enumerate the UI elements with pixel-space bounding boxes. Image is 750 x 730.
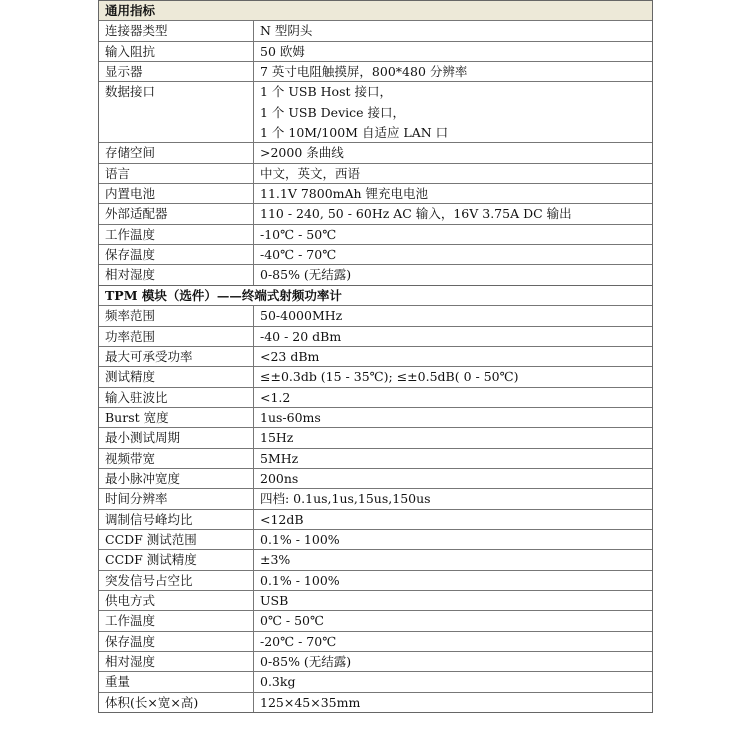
value-line: 110 - 240, 50 - 60Hz AC 输入，16V 3.75A DC 输出: [260, 206, 572, 222]
value-line: 0-85% (无结露): [260, 654, 352, 670]
row-value: [254, 184, 652, 203]
table-row: [99, 570, 652, 590]
table-row: [99, 549, 652, 569]
value-line: N 型阴头: [260, 23, 313, 39]
value-line: ≤±0.3db (15 - 35℃); ≤±0.5dB( 0 - 50℃): [260, 369, 519, 385]
table-row: [99, 203, 652, 223]
value-line: 0℃ - 50℃: [260, 613, 324, 629]
row-value: [254, 82, 652, 142]
row-value: [254, 42, 652, 61]
row-label: 最小脉冲宽度: [99, 469, 254, 488]
table-row: [99, 692, 652, 712]
row-label: 重量: [99, 672, 254, 691]
value-line: 1 个 10M/100M 自适应 LAN 口: [260, 125, 449, 141]
value-line: 125×45×35mm: [260, 694, 361, 710]
row-label: 保存温度: [99, 632, 254, 651]
row-label: 功率范围: [99, 327, 254, 346]
row-label: CCDF 测试精度: [99, 550, 254, 569]
value-line: 7 英寸电阻触摸屏，800*480 分辨率: [260, 64, 468, 80]
value-line: -10℃ - 50℃: [260, 226, 337, 242]
value-line: <1.2: [260, 389, 291, 405]
table-row: [99, 407, 652, 427]
value-line: 5MHz: [260, 450, 299, 466]
row-label: 连接器类型: [99, 21, 254, 40]
row-label: 调制信号峰均比: [99, 510, 254, 529]
value-line: -40℃ - 70℃: [260, 247, 337, 263]
table-row: [99, 142, 652, 162]
row-value: [254, 347, 652, 366]
row-value: [254, 611, 652, 630]
table-row: [99, 244, 652, 264]
row-value: [254, 530, 652, 549]
table-row: [99, 427, 652, 447]
row-value: [254, 428, 652, 447]
row-label: 语言: [99, 164, 254, 183]
row-value: [254, 693, 652, 712]
table-row: [99, 610, 652, 630]
row-label: Burst 宽度: [99, 408, 254, 427]
value-line: 50 欧姆: [260, 43, 305, 59]
row-value: [254, 591, 652, 610]
table-row: [99, 264, 652, 284]
row-label: 视频带宽: [99, 449, 254, 468]
value-line: <23 dBm: [260, 348, 320, 364]
value-line: ±3%: [260, 552, 291, 568]
row-label: 频率范围: [99, 306, 254, 325]
value-line: 0.1% - 100%: [260, 572, 340, 588]
row-value: [254, 225, 652, 244]
value-line: 15Hz: [260, 430, 294, 446]
table-row: [99, 387, 652, 407]
row-value: [254, 164, 652, 183]
row-value: [254, 21, 652, 40]
row-value: [254, 652, 652, 671]
value-line: -20℃ - 70℃: [260, 633, 337, 649]
spec-table: [98, 0, 653, 713]
row-value: [254, 204, 652, 223]
row-value: [254, 327, 652, 346]
value-line: 中文，英文，西语: [260, 165, 361, 181]
value-line: 11.1V 7800mAh 锂充电电池: [260, 186, 429, 202]
table-row: [99, 20, 652, 40]
row-label: 工作温度: [99, 611, 254, 630]
row-value: [254, 632, 652, 651]
table-row: [99, 163, 652, 183]
table-row: [99, 326, 652, 346]
value-line: 50-4000MHz: [260, 308, 343, 324]
row-label: 体积(长×宽×高): [99, 693, 254, 712]
row-label: 数据接口: [99, 82, 254, 142]
table-row: [99, 631, 652, 651]
value-line: <12dB: [260, 511, 304, 527]
row-label: 最大可承受功率: [99, 347, 254, 366]
value-line: -40 - 20 dBm: [260, 328, 342, 344]
row-value: [254, 306, 652, 325]
table-row: [99, 529, 652, 549]
row-value: [254, 489, 652, 508]
table-row: [99, 468, 652, 488]
table-row: [99, 81, 652, 142]
row-value: [254, 510, 652, 529]
value-line: USB: [260, 592, 289, 608]
table-row: [99, 509, 652, 529]
row-label: 测试精度: [99, 367, 254, 386]
section-header: TPM 模块（选件）——终端式射频功率计: [99, 285, 652, 305]
table-row: [99, 346, 652, 366]
row-value: [254, 408, 652, 427]
row-value: [254, 550, 652, 569]
row-label: 突发信号占空比: [99, 571, 254, 590]
row-value: [254, 469, 652, 488]
value-line: 1us-60ms: [260, 409, 321, 425]
value-line: 1 个 USB Device 接口，: [260, 104, 406, 120]
row-label: 最小测试周期: [99, 428, 254, 447]
value-line: 200ns: [260, 470, 299, 486]
row-label: 内置电池: [99, 184, 254, 203]
table-row: [99, 671, 652, 691]
row-value: [254, 265, 652, 284]
row-value: [254, 449, 652, 468]
row-value: [254, 62, 652, 81]
row-label: 显示器: [99, 62, 254, 81]
table-row: [99, 61, 652, 81]
row-label: 存储空间: [99, 143, 254, 162]
row-value: [254, 388, 652, 407]
value-line: 1 个 USB Host 接口，: [260, 84, 392, 100]
row-label: 输入驻波比: [99, 388, 254, 407]
row-label: 工作温度: [99, 225, 254, 244]
row-value: [254, 143, 652, 162]
value-line: >2000 条曲线: [260, 145, 344, 161]
value-line: 四档: 0.1us,1us,15us,150us: [260, 491, 431, 507]
row-label: 外部适配器: [99, 204, 254, 223]
table-row: [99, 224, 652, 244]
table-row: [99, 305, 652, 325]
row-value: [254, 672, 652, 691]
table-row: [99, 366, 652, 386]
table-row: [99, 41, 652, 61]
table-row: [99, 651, 652, 671]
row-value: [254, 367, 652, 386]
row-label: CCDF 测试范围: [99, 530, 254, 549]
row-label: 供电方式: [99, 591, 254, 610]
section-header: 通用指标: [99, 0, 652, 20]
row-value: [254, 245, 652, 264]
value-line: 0-85% (无结露): [260, 267, 352, 283]
value-line: 0.1% - 100%: [260, 531, 340, 547]
table-row: [99, 448, 652, 468]
row-label: 时间分辨率: [99, 489, 254, 508]
row-label: 相对湿度: [99, 652, 254, 671]
value-line: 0.3kg: [260, 674, 296, 690]
table-row: [99, 183, 652, 203]
table-row: [99, 488, 652, 508]
table-row: [99, 590, 652, 610]
row-label: 输入阻抗: [99, 42, 254, 61]
row-value: [254, 571, 652, 590]
row-label: 保存温度: [99, 245, 254, 264]
row-label: 相对湿度: [99, 265, 254, 284]
